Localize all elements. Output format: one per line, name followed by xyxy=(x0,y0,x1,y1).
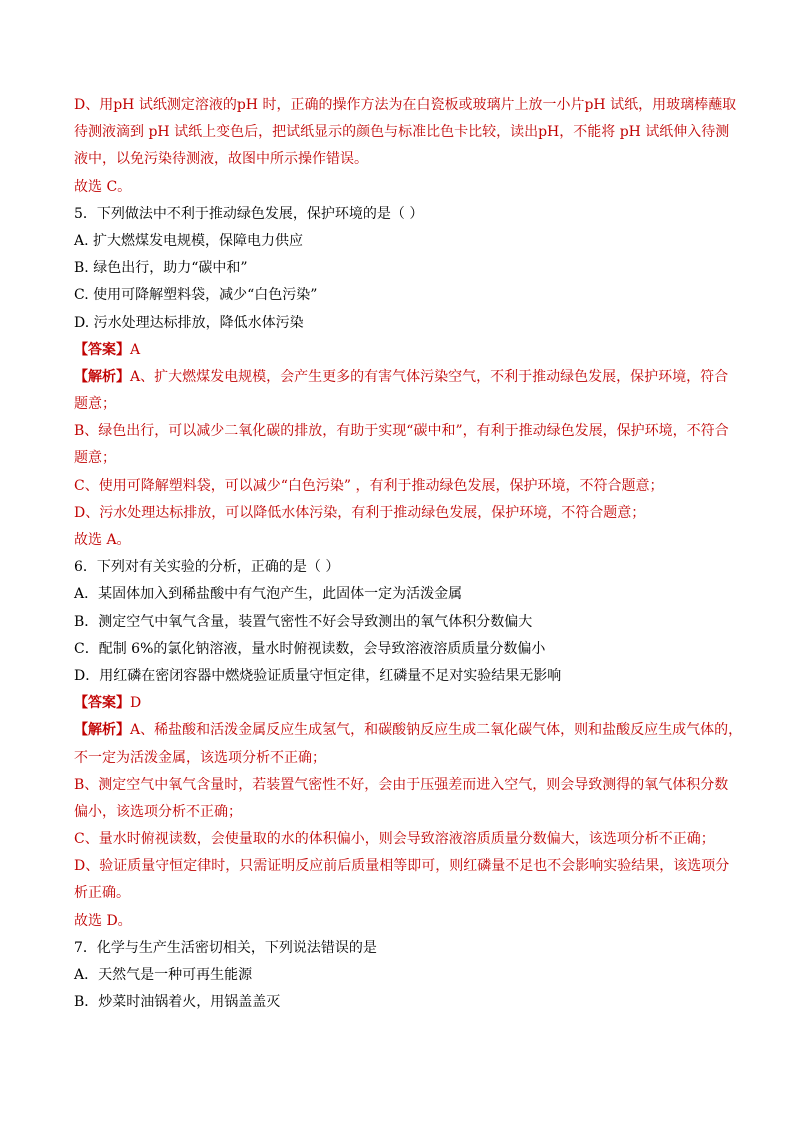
q6-answer xyxy=(74,690,724,717)
q5-analysis-line-6: D、污水处理达标排放，可以降低水体污染，有利于推动绿色发展，保护环境，不符合题意； xyxy=(74,504,646,521)
q5-analysis-line-4: 题意； xyxy=(74,450,116,467)
page-content xyxy=(74,92,743,1016)
q6-analysis-line-3: B、测定空气中氧气含量时，若装置气密性不好，会由于压强差而进入空气，则会导致测得的氧气体积分数 xyxy=(74,776,729,793)
q6-analysis-label: 【解析】 xyxy=(74,722,130,739)
q5-option-b: B. 绿色出行，助力“碳中和” xyxy=(74,260,248,277)
q7-option-b: B．炒菜时油锅着火，用锅盖盖灭 xyxy=(74,994,281,1011)
q6-analysis-line-5: C、量水时俯视读数，会使量取的水的体积偏小，则会导致溶液溶质质量分数偏大，该选项分析不正确； xyxy=(74,831,715,848)
q6-conclusion: 故选 D。 xyxy=(74,912,132,929)
q5-analysis-line-5: C、使用可降解塑料袋，可以减少“白色污染” ，有利于推动绿色发展，保护环境，不符合题意； xyxy=(74,477,664,494)
q6-option-b: B．测定空气中氧气含量，装置气密性不好会导致测出的氧气体积分数偏大 xyxy=(74,613,533,630)
q6-answer-label: 【答案】 xyxy=(74,695,130,712)
q5-option-d: D. 污水处理达标排放，降低水体污染 xyxy=(74,314,304,331)
q7-option-a: A．天然气是一种可再生能源 xyxy=(74,967,253,983)
q5-analysis-line-3: B、绿色出行，可以减少二氧化碳的排放，有助于实现“碳中和”，有利于推动绿色发展，保护环境，不符合 xyxy=(74,423,729,440)
q5-conclusion: 故选 A。 xyxy=(74,532,131,548)
q6-stem: 6．下列对有关实验的分析，正确的是（ ） xyxy=(74,559,340,576)
q6-analysis-line-2: 不一定为活泼金属，该选项分析不正确； xyxy=(74,749,326,766)
q6-analysis-line-6: D、验证质量守恒定律时，只需证明反应前后质量相等即可，则红磷量不足也不会影响实验结果，该选项分 xyxy=(74,858,730,875)
q4-analysis-line-2: 待测液滴到 pH 试纸上变色后，把试纸显示的颜色与标准比色卡比较，读出pH，不能将 pH 试纸伸入待测 xyxy=(74,124,730,141)
q6-analysis-line-1 xyxy=(74,717,743,744)
q5-answer-label: 【答案】 xyxy=(74,341,130,358)
q6-analysis-line-7: 析正确。 xyxy=(74,885,130,902)
q6-answer-value: D xyxy=(130,695,142,712)
q5-analysis-line-1 xyxy=(74,364,729,391)
q5-option-a: A. 扩大燃煤发电规模，保障电力供应 xyxy=(74,232,304,249)
q5-analysis-label: 【解析】 xyxy=(74,368,130,385)
q6-analysis-line-4: 偏小，该选项分析不正确； xyxy=(74,803,242,820)
q5-analysis-text-1: A、扩大燃煤发电规模，会产生更多的有害气体污染空气，不利于推动绿色发展，保护环境，符合 xyxy=(130,368,729,385)
q5-answer-value: A xyxy=(130,341,141,358)
q6-option-a: A．某固体加入到稀盐酸中有气泡产生，此固体一定为活泼金属 xyxy=(74,586,463,603)
q4-analysis-line-3: 液中，以免污染待测液，故图中所示操作错误。 xyxy=(74,151,368,168)
q6-option-c: C．配制 6%的氯化钠溶液，量水时俯视读数，会导致溶液溶质质量分数偏小 xyxy=(74,640,546,657)
q7-stem: 7．化学与生产生活密切相关，下列说法错误的是 xyxy=(74,939,377,956)
q6-option-d: D．用红磷在密闭容器中燃烧验证质量守恒定律，红磷量不足对实验结果无影响 xyxy=(74,667,562,684)
q5-analysis-line-2: 题意； xyxy=(74,396,116,413)
q5-option-c: C. 使用可降解塑料袋，减少“白色污染” xyxy=(74,287,318,304)
q5-stem: 5．下列做法中不利于推动绿色发展，保护环境的是（ ） xyxy=(74,205,424,222)
q4-analysis-line-1: D、用pH 试纸测定溶液的pH 时，正确的操作方法为在白瓷板或玻璃片上放一小片pH 试纸，用玻璃棒蘸取 xyxy=(74,97,737,113)
q6-analysis-text-1: A、稀盐酸和活泼金属反应生成氢气，和碳酸钠反应生成二氧化碳气体，则和盐酸反应生成气体的， xyxy=(130,722,743,739)
q5-answer xyxy=(74,337,724,364)
q4-conclusion: 故选 C。 xyxy=(74,178,132,195)
